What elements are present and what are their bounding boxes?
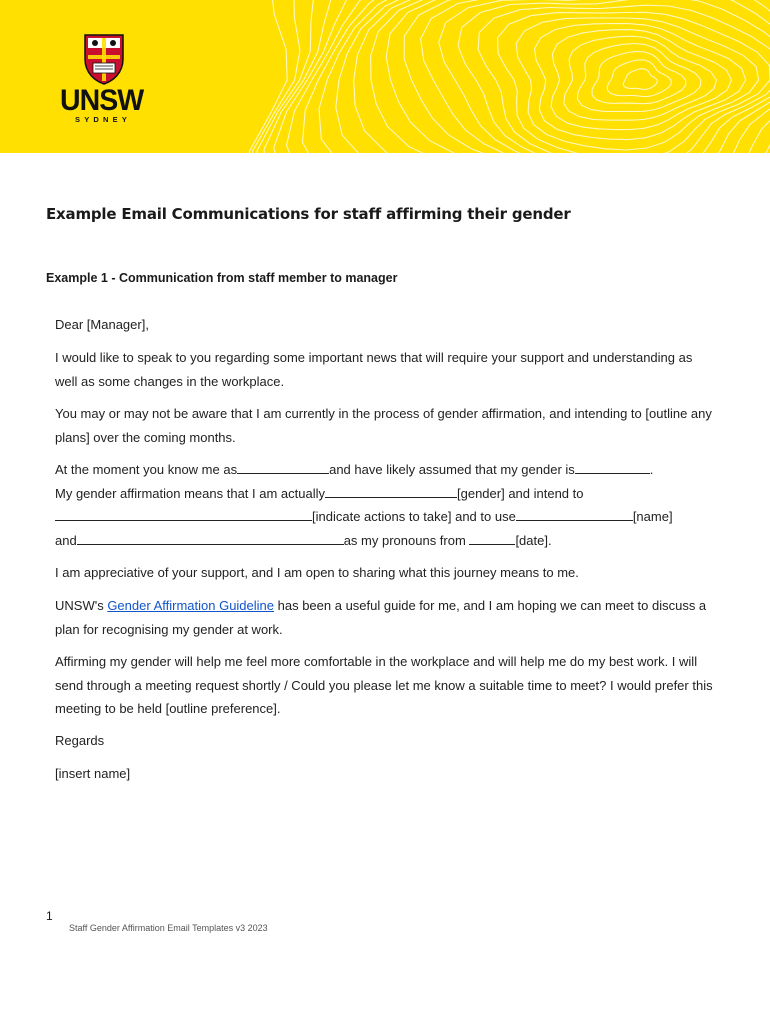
paragraph-text: You may or may not be aware that I am currently in the process of gender affirmation, and intending to [outline any plans] over the coming months. (55, 406, 712, 445)
contour-line (371, 0, 770, 153)
contour-line (243, 0, 770, 153)
contour-line (623, 69, 657, 90)
contour-line (607, 60, 671, 97)
name-text: [insert name] (55, 766, 131, 781)
header-banner (0, 0, 770, 153)
signoff-text: Regards (55, 733, 105, 748)
blank-field[interactable] (516, 508, 633, 521)
paragraph-1 (55, 346, 715, 393)
template-text: [name] (632, 509, 673, 524)
contour-line (354, 0, 770, 153)
logo-wordmark: UNSW (59, 84, 144, 117)
contour-line (577, 44, 701, 112)
paragraph-5 (55, 594, 715, 641)
blank-field[interactable] (237, 461, 329, 474)
template-text: My gender affirmation means that I am actually (55, 485, 325, 501)
template-text: [indicate actions to take] and to use (312, 509, 516, 524)
template-text: and (55, 532, 77, 548)
blank-field[interactable] (77, 532, 344, 545)
template-text: as my pronouns from (343, 532, 466, 548)
paragraph-4 (55, 561, 715, 585)
contour-line (404, 0, 770, 153)
paragraph-text: Affirming my gender will help me feel more comfortable in the workplace and will help me do my best work. I will send through a meeting request shortly / Could you please let me know a suitable time to meet? I would prefer this meeting to be held [outline preference]. (55, 654, 713, 716)
logo-subtext: SYDNEY (75, 115, 132, 124)
blank-field[interactable] (55, 508, 312, 521)
unsw-logo[interactable] (56, 28, 156, 128)
signoff (55, 729, 715, 753)
blank-field[interactable] (469, 532, 515, 545)
document-title: Example Email Communications for staff affirming their gender (46, 205, 571, 223)
contour-line (336, 0, 770, 153)
gender-affirmation-guideline-link[interactable]: Gender Affirmation Guideline (107, 598, 275, 613)
crest-icon (83, 33, 125, 85)
footer-text: Staff Gender Affirmation Email Templates v3 2023 (69, 923, 268, 933)
template-text: . (649, 462, 654, 477)
blank-field[interactable] (325, 485, 457, 498)
template-text: At the moment you know me as (55, 462, 238, 477)
template-text: [date]. (515, 532, 552, 548)
contour-line (303, 0, 770, 153)
email-greeting (55, 313, 715, 337)
paragraph-2 (55, 402, 715, 449)
signature-name (55, 762, 715, 786)
contour-line (249, 0, 770, 153)
paragraph-text: I would like to speak to you regarding some important news that will require your support and understanding as well as some changes in the workplace. (55, 350, 693, 389)
template-text: [gender] and intend to (457, 485, 584, 501)
greeting-text: Dear [Manager], (55, 317, 149, 332)
example-heading: Example 1 - Communication from staff member to manager (46, 271, 398, 285)
paragraph-3-template (55, 458, 705, 552)
template-text: and have likely assumed that my gender is (329, 462, 575, 477)
paragraph-6 (55, 650, 715, 721)
contour-line (478, 5, 770, 153)
paragraph-text: UNSW's (55, 598, 108, 613)
page-number: 1 (46, 909, 53, 923)
paragraph-text: has been a useful guide for me, and I am hoping we can meet to discuss a plan for recognising my gender at work. (55, 598, 707, 637)
paragraph-text: I am appreciative of your support, and I am open to sharing what this journey means to me. (55, 565, 579, 580)
contour-line (516, 18, 758, 150)
contour-line (498, 12, 770, 153)
blank-field[interactable] (575, 461, 650, 474)
